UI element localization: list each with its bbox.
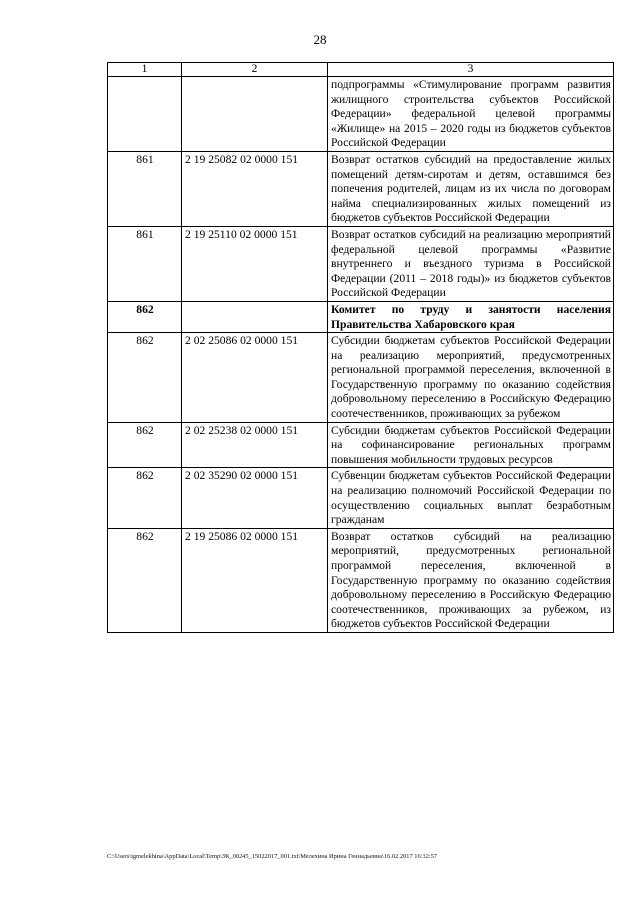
- admin-code-cell: 862: [108, 468, 182, 528]
- table-row: [108, 333, 614, 423]
- table-header-row: [108, 63, 614, 77]
- page-number: 28: [313, 32, 327, 47]
- header-col-1: 1: [108, 63, 182, 77]
- admin-code-cell: 862: [108, 528, 182, 632]
- admin-code-cell: [108, 77, 182, 152]
- admin-code-cell: 862: [108, 422, 182, 468]
- description-cell: Субсидии бюджетам субъектов Российской Федерации на софинансирование региональных программ повышения мобильности трудовых ресурсов: [328, 422, 614, 468]
- table-row: [108, 468, 614, 528]
- table-row: [108, 301, 614, 332]
- description-cell: подпрограммы «Стимулирование программ развития жилищного строительства субъектов Российской Федерации» федеральной целевой программы «Жилище» на 2015 – 2020 годы из бюджетов субъектов Российской Федерации: [328, 77, 614, 152]
- header-col-2: 2: [182, 63, 328, 77]
- revenue-code-cell: 2 02 25086 02 0000 151: [182, 333, 328, 423]
- admin-code-cell: 862: [108, 301, 182, 332]
- revenue-code-cell: [182, 77, 328, 152]
- revenue-code-cell: 2 19 25110 02 0000 151: [182, 226, 328, 301]
- table-row: [108, 77, 614, 152]
- table-row: [108, 151, 614, 226]
- revenue-code-cell: 2 02 25238 02 0000 151: [182, 422, 328, 468]
- table-row: [108, 226, 614, 301]
- header-col-3: 3: [328, 63, 614, 77]
- revenue-code-cell: 2 19 25082 02 0000 151: [182, 151, 328, 226]
- description-cell: Возврат остатков субсидий на реализацию мероприятий, предусмотренных региональной программой переселения, включенной в Государственную программу по оказанию содействия добровольному переселению в Российскую Федерацию соотечественников, проживающих за рубежом, из бюджетов субъектов Российской Федерации: [328, 528, 614, 632]
- admin-code-cell: 861: [108, 226, 182, 301]
- table-row: [108, 422, 614, 468]
- budget-codes-table: [107, 62, 614, 633]
- description-cell: Возврат остатков субсидий на реализацию мероприятий федеральной целевой программы «Развитие внутреннего и въездного туризма в Российской Федерации (2011 – 2018 годы)» из бюджетов субъектов Российской Федерации: [328, 226, 614, 301]
- description-cell: Возврат остатков субсидий на предоставление жилых помещений детям-сиротам и детям, оставшимся без попечения родителей, лицам из их числа по договорам найма специализированных жилых помещений из бюджетов субъектов Российской Федерации: [328, 151, 614, 226]
- revenue-code-cell: 2 19 25086 02 0000 151: [182, 528, 328, 632]
- description-cell: Комитет по труду и занятости населения Правительства Хабаровского края: [328, 301, 614, 332]
- table-row: [108, 528, 614, 632]
- file-path-footer: C:\Users\igmelekhina\AppData\Local\Temp\ЗК_00245_15022017_001.txt\Мелехина Ирина Геннадьевна\16.02.2017 16:32:57: [107, 853, 437, 860]
- description-cell: Субсидии бюджетам субъектов Российской Федерации на реализацию мероприятий, предусмотренных региональной программой переселения, включенной в Государственную программу по оказанию содействия добровольному переселению в Российскую Федерацию соотечественников, проживающих за рубежом: [328, 333, 614, 423]
- revenue-code-cell: 2 02 35290 02 0000 151: [182, 468, 328, 528]
- description-cell: Субвенции бюджетам субъектов Российской Федерации на реализацию полномочий Российской Федерации по осуществлению социальных выплат безработным гражданам: [328, 468, 614, 528]
- admin-code-cell: 861: [108, 151, 182, 226]
- revenue-code-cell: [182, 301, 328, 332]
- table-body: [108, 63, 614, 633]
- admin-code-cell: 862: [108, 333, 182, 423]
